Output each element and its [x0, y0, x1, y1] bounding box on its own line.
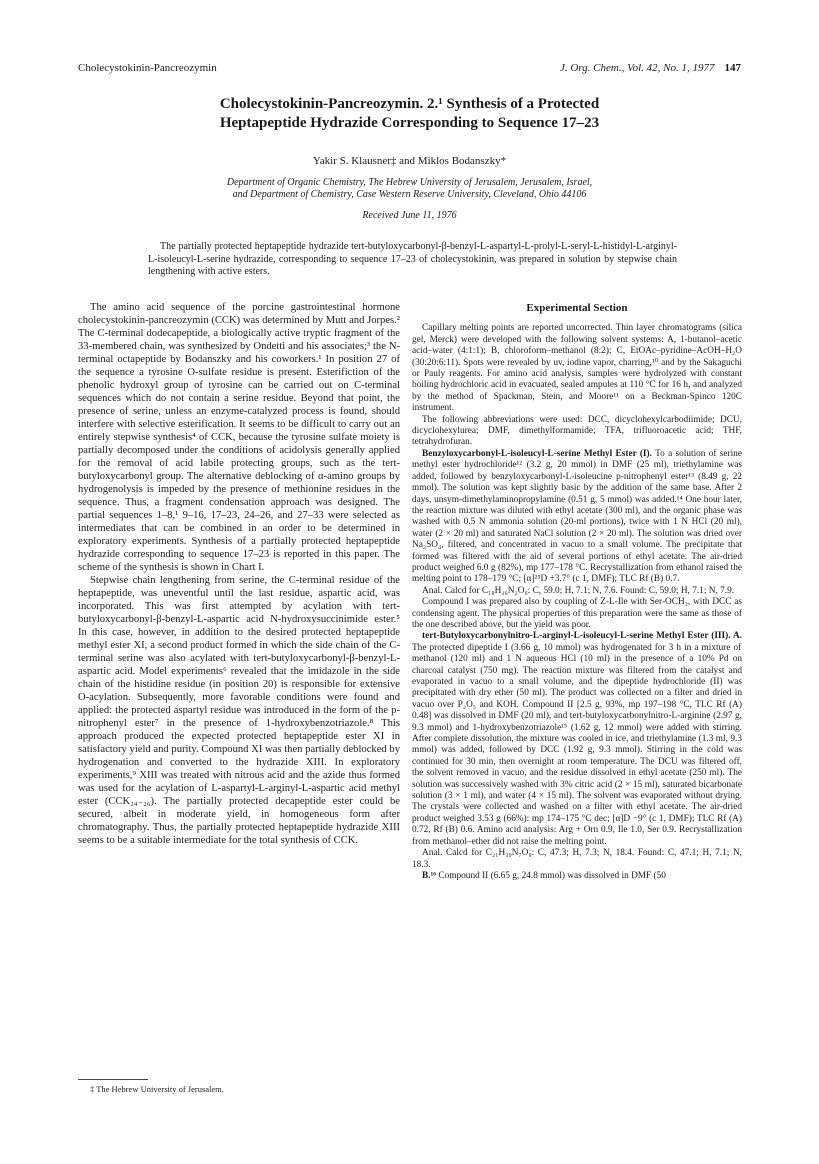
left-column — [78, 301, 400, 847]
experimental-paragraph-2: The following abbreviations were used: DCC, dicyclohexylcarbodiimide; DCU, dicyclohexylurea; DMF, dimethylformamide; TFA, trifluoroacetic acid; THF, tetrahydrofuran. — [412, 414, 742, 448]
compound-iii-heading: tert-Butyloxycarbonylnitro-L-arginyl-L-isoleucyl-L-serine Methyl Ester (III). A. — [422, 631, 742, 642]
journal-citation: J. Org. Chem., Vol. 42, No. 1, 1977 — [559, 62, 715, 74]
experimental-paragraph-8 — [412, 871, 742, 882]
experimental-paragraph-3 — [412, 449, 742, 586]
affiliation-line-2: and Department of Chemistry, Case Western Reserve University, Cleveland, Ohio 44106 — [232, 189, 587, 200]
experimental-paragraph-7: Anal. Calcd for C₂₁H₃₉N₇O₉: C, 47.3; H, 7.3; N, 18.4. Found: C, 47.1; H, 7.1; N, 18.3. — [412, 848, 742, 870]
running-head — [78, 62, 741, 78]
page-number: 147 — [724, 62, 741, 74]
experimental-paragraph-1: Capillary melting points are reported uncorrected. Thin layer chromatograms (silica gel, Merck) were developed with the following solvent systems: A, 1-butanol–acetic acid–water (4:1:1); B, chloroform–methanol (8:2); C, EtOAc–pyridine–AcOH–H₂O (30:20:6:11). Spots were revealed by uv, iodine vapor, charring,¹⁰ and by the Sakaguchi or Pauly reagents. For amino acid analysis, samples were hydrolyzed with constant boiling hydrochloric acid in evacuated, sealed ampules at 110 °C for 16 h, and analyzed by the method of Spackman, Stein, and Moore¹¹ on a Beckman-Spinco 120C instrument. — [412, 323, 742, 414]
experimental-paragraph-6 — [412, 631, 742, 848]
intro-paragraph-2: Stepwise chain lengthening from serine, the C-terminal residue of the heptapeptide, was uneventful until the last residue, aspartic acid, was incorporated. This was first attempted by acylation with tert-butyloxycarbonyl-β-benzyl-L-aspartic acid N-hydroxysuccinimide ester.⁵ In this case, however, in addition to the desired protected heptapeptide methyl ester XI, a second product formed in which the side chain of the C-terminal serine was also acylated with tert-butyloxycarbonyl-β-benzyl-L-aspartic acid. Model experiments⁶ revealed that the imidazole in the side chain of the histidine residue (in position 20) is responsible for extensive O-acylation. Subsequently, more favorable conditions were found and applied: the protected aspartyl residue was introduced in the form of the p-nitrophenyl ester⁷ in the presence of 1-hydroxybenzotriazole.⁸ This approach produced the expected protected heptapeptide ester XI in satisfactory yield and purity. Compound XI was then partially deblocked by hydrogenation and converted to the hydrazide XIII. In exploratory experiments,⁹ XIII was treated with nitrous acid and the azide thus formed was used for the acylation of L-aspartyl-L-arginyl-L-aspartic acid methyl ester (CCK₂₄₋₂₆). The partially protected decapeptide ester could be secured, albeit in moderate yield, in homogeneous form after chromatography. Thus, the partially protected heptapeptide hydrazide XIII seems to be a suitable intermediate for the total synthesis of CCK. — [78, 575, 400, 846]
footnote-divider — [78, 1079, 148, 1080]
affiliation — [130, 177, 689, 201]
experimental-paragraph-4: Anal. Calcd for C₁₈H₂₆N₂O₆: C, 59.0; H, 7.1; N, 7.6. Found: C, 59.0; H, 7.1; N, 7.9. — [422, 585, 735, 596]
method-b-heading: B.¹⁶ — [422, 870, 437, 881]
section-heading: Experimental Section — [526, 302, 628, 314]
authors: Yakir S. Klausner‡ and Miklos Bodanszky* — [312, 155, 507, 167]
right-column — [412, 301, 742, 882]
footnote: ‡ The Hebrew University of Jerusalem. — [90, 1084, 224, 1094]
abstract: The partially protected heptapeptide hydrazide tert-butyloxycarbonyl-β-benzyl-L-aspartyl-L-prolyl-L-seryl-L-histidyl-L-arginyl-L-isoleucyl-L-serine hydrazide, corresponding to sequence 17–23 of cholecystokinin, was prepared in solution by stepwise chain lengthening with active esters. — [148, 241, 677, 277]
compound-i-body: To a solution of serine methyl ester hydrochloride¹² (3.2 g, 20 mmol) in DMF (25 ml), triethylamine was added, followed by benzyloxycarbonyl-L-isoleucine p-nitrophenyl ester¹³ (8.49 g, 22 mmol). The solution was kept slightly basic by the addition of the same base. After 2 days, unsym-dimethylaminopropylamine (0.51 g, 5 mmol) was added.¹⁴ One hour later, the reaction mixture was diluted with ethyl acetate (300 ml), and the organic phase was washed with 0.5 N ammonia solution (20-ml portions), twice with 1 N HCl (20 ml), water (2 × 20 ml) and saturated NaCl solution (2 × 20 ml). The solution was dried over Na₂SO₄, filtered, and concentrated in vacuo to a small volume. The precipitate that formed was filtered with the aid of several portions of ethyl acetate. The air-dried product weighed 6.0 g (82%), mp 177–178 °C. Recrystallization from ethanol raised the melting point to 178–179 °C; [α]²⁵D +3.7° (c 1, DMF); TLC Rf (B) 0.7. — [412, 448, 742, 585]
running-head-journal — [560, 62, 741, 74]
article-title — [120, 95, 699, 133]
compound-i-heading: Benzyloxycarbonyl-L-isoleucyl-L-serine Methyl Ester (I). — [422, 448, 652, 459]
experimental-paragraph-5: Compound I was prepared also by coupling of Z-L-Ile with Ser-OCH₃, with DCC as condensing agent. The physical properties of this preparation were the same as those of the one described above, but the yield was poor. — [412, 597, 742, 630]
title-line-2: Heptapeptide Hydrazide Corresponding to Sequence 17–23 — [219, 115, 600, 131]
title-line-1: Cholecystokinin-Pancreozymin. 2.¹ Synthesis of a Protected — [219, 96, 600, 112]
received-date: Received June 11, 1976 — [362, 210, 457, 221]
method-b-body: Compound II (6.65 g, 24.8 mmol) was dissolved in DMF (50 — [436, 870, 666, 881]
compound-iii-body: The protected dipeptide I (3.66 g, 10 mmol) was hydrogenated for 3 h in a mixture of methanol (120 ml) and 1 N aqueous HCl (10 ml) in the presence of a 10% Pd on charcoal catalyst (750 mg). The reaction mixture was filtered from the catalyst and evaporated in vacuo to a small volume, and the dipeptide hydrochloride (II) was precipitated with dry ether (50 ml). The product was collected on a filter and dried in vacuo over P₂O₅ and KOH. Compound II [2.5 g, 93%, mp 197–198 °C, TLC Rf (A) 0.48] was dissolved in DMF (20 ml), and tert-butyloxycarbonylnitro-L-arginine (2.97 g, 9.3 mmol) and 1-hydroxybenzotriazole¹⁵ (1.62 g, 12 mmol) were added with stirring. After complete dissolution, the mixture was cooled in ice, and triethylamine (1.3 ml, 9.3 mmol) was added, followed by DCC (1.92 g, 9.3 mmol). Stirring in the cold was continued for 30 min, then overnight at room temperature. The DCU was filtered off, the solvent removed in vacuo, and the residue dissolved in ethyl acetate (250 ml). The solution was successively washed with 3% citric acid (2 × 15 ml), saturated bicarbonate solution (3 × 1 ml), and water (4 × 15 ml). The solvent was evaporated without drying. The crystals were collected and washed on a filter with ethyl acetate. The air-dried product weighed 3.53 g (66%): mp 174–175 °C dec; [α]D −9° (c 1, DMF); TLC Rf (A) 0.72, Rf (B) 0.6. Amino acid analysis: Arg + Orn 0.9, Ile 1.0, Ser 0.9. Recrystallization from methanol–ether did not raise the melting point. — [412, 642, 742, 847]
intro-paragraph-1: The amino acid sequence of the porcine gastrointestinal hormone cholecystokinin-pancreozymin (CCK) was determined by Mutt and Jorpes.² The C-terminal dodecapeptide, a biologically active tryptic fragment of the 33-membered chain, was synthesized by Ondetti and his associates;³ the N-terminal octapeptide by Bodanszky and his coworkers.¹ In position 27 of the sequence a tyrosine O-sulfate residue is present. Esterifiction of the phenolic hydroxyl group of tyrosine can be carried out on C-terminal sequences which do not contain a serine residue. Beyond that point, the presence of serine, unless an enzyme-catalyzed process is found, should interfere with selective esterification. It seems to be difficult to carry out an entirely stepwise synthesis⁴ of CCK, because the tyrosine sulfate moiety is partially decomposed under the conditions of acidolysis generally applied for the removal of acid labile protecting groups, such as the tert-butyloxycarbonyl group. The alternative deblocking of α-amino groups by hydrogenolysis is impeded by the presence of methionine residues in the sequence. Thus, a fragment condensation approach was designed. The partial sequences 1–8,¹ 9–16, 17–23, 24–26, and 27–33 were selected as intermediates that can be combined in an order to be determined in exploratory experiments. Synthesis of a partially protected heptapeptide hydrazide corresponding to sequence 17–23 is reported in this paper. The scheme of the synthesis is shown in Chart I. — [78, 302, 400, 573]
running-head-title: Cholecystokinin-Pancreozymin — [78, 62, 217, 74]
affiliation-line-1: Department of Organic Chemistry, The Hebrew University of Jerusalem, Jerusalem, Israel, — [226, 177, 593, 188]
